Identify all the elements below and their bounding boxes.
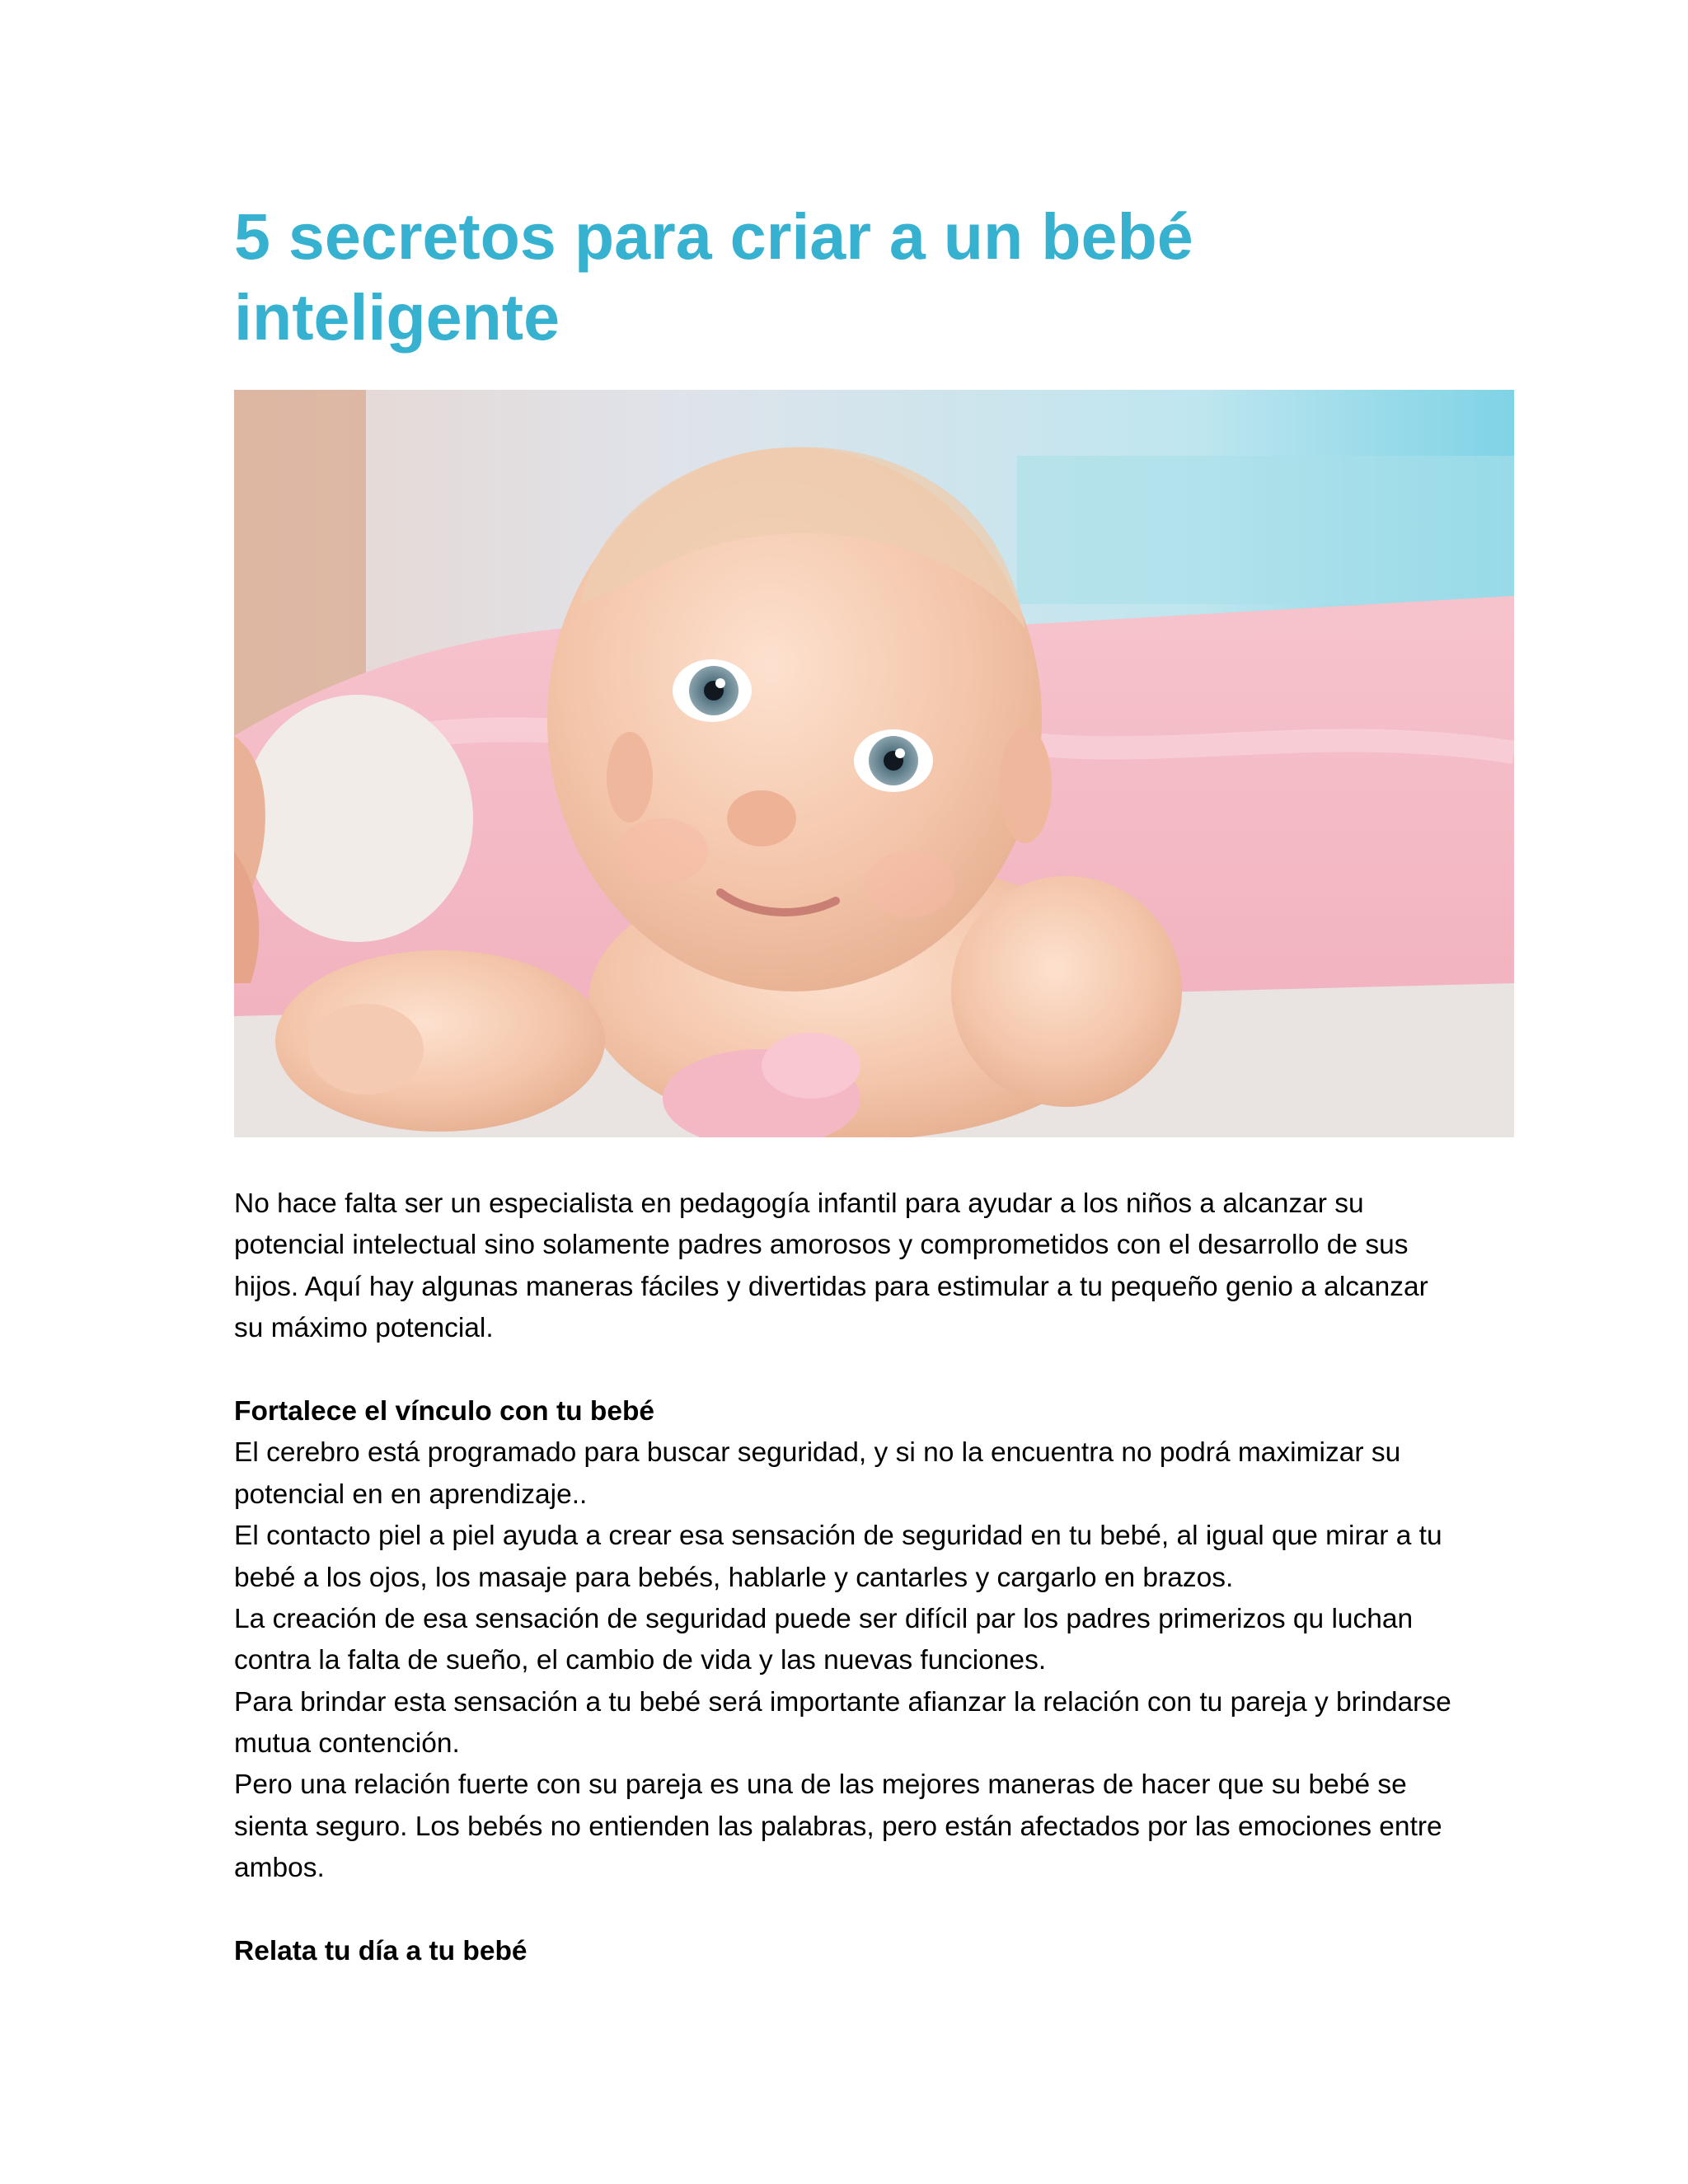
article-title-line: 5 secretos para criar a un bebé [234, 199, 1193, 273]
intro-line: potencial intelectual sino solamente padres amorosos y comprometidos con el desarrollo de sus [234, 1230, 1409, 1261]
section-line: El contacto piel a piel ayuda a crear esa sensación de seguridad en tu bebé, al igual que mirar a tu [234, 1521, 1442, 1552]
section-line: La creación de esa sensación de seguridad puede ser difícil par los padres primerizos qu luchan [234, 1603, 1414, 1634]
section-line: Para brindar esta sensación a tu bebé será importante afianzar la relación con tu pareja y brindarse [234, 1686, 1451, 1718]
intro-line: hijos. Aquí hay algunas maneras fáciles y divertidas para estimular a tu pequeño genio a alcanzar [234, 1271, 1428, 1302]
intro-line: No hace falta ser un especialista en pedagogía infantil para ayudar a los niños a alcanzar su [234, 1188, 1364, 1219]
section-line: El cerebro está programado para buscar seguridad, y si no la encuentra no podrá maximizar su [234, 1437, 1401, 1469]
section-line: ambos. [234, 1853, 325, 1884]
section-line: mutua contención. [234, 1728, 460, 1760]
section-line: potencial en en aprendizaje.. [234, 1479, 588, 1510]
section-line: Pero una relación fuerte con su pareja es una de las mejores maneras de hacer que su bebé se [234, 1769, 1407, 1801]
section-line: bebé a los ojos, los masaje para bebés, hablarle y cantarles y cargarlo en brazos. [234, 1562, 1234, 1593]
section-line: contra la falta de sueño, el cambio de vida y las nuevas funciones. [234, 1645, 1047, 1676]
paragraph-gap [234, 1350, 1520, 1391]
article-body [234, 1183, 1520, 1972]
article-title-line: inteligente [234, 280, 560, 354]
article-title [234, 196, 1520, 358]
section-line: sienta seguro. Los bebés no entienden las palabras, pero están afectados por las emociones entre [234, 1811, 1442, 1842]
section-heading-narrate: Relata tu día a tu bebé [234, 1936, 528, 1967]
paragraph-gap [234, 1890, 1520, 1931]
intro-line: su máximo potencial. [234, 1313, 494, 1344]
hero-baby-photo [234, 390, 1514, 1137]
section-heading-bond: Fortalece el vínculo con tu bebé [234, 1395, 655, 1427]
